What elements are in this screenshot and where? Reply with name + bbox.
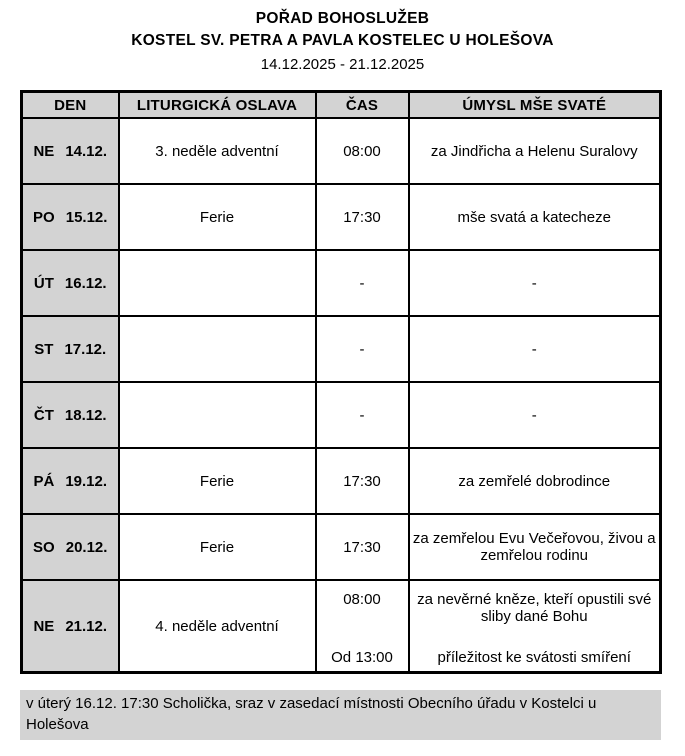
- day-abbr: PÁ: [33, 472, 55, 490]
- time-cell: -: [316, 316, 409, 382]
- celebration-cell: 3. neděle adventní: [119, 118, 316, 184]
- day-abbr: NE: [33, 617, 55, 635]
- day-cell: [22, 448, 119, 514]
- page-subtitle: KOSTEL SV. PETRA A PAVLA KOSTELEC U HOLEŠOVA: [131, 32, 554, 49]
- intention-cell: -: [409, 250, 661, 316]
- time-cell: 17:30: [316, 514, 409, 580]
- intention-cell: [409, 580, 661, 673]
- intention-entry-morning: za nevěrné kněze, kteří opustili své sliby dané Bohu: [417, 591, 652, 626]
- table-row: [22, 250, 661, 316]
- day-date: 16.12.: [64, 274, 107, 292]
- day-abbr: SO: [33, 538, 55, 556]
- column-header-umysl: ÚMYSL MŠE SVATÉ: [409, 92, 661, 119]
- schedule-table: [20, 90, 662, 674]
- day-date: 20.12.: [65, 538, 108, 556]
- day-abbr: PO: [33, 208, 55, 226]
- day-date: 17.12.: [64, 340, 107, 358]
- table-row: [22, 514, 661, 580]
- celebration-cell: [119, 382, 316, 448]
- celebration-cell: [119, 316, 316, 382]
- table-row: [22, 184, 661, 250]
- day-abbr: ČT: [33, 406, 54, 424]
- time-entry-morning: 08:00: [343, 591, 381, 609]
- celebration-cell: [119, 250, 316, 316]
- table-row: [22, 118, 661, 184]
- table-row: [22, 580, 661, 673]
- day-abbr: ÚT: [33, 274, 54, 292]
- table-row: [22, 316, 661, 382]
- day-abbr: NE: [33, 142, 55, 160]
- celebration-cell: 4. neděle adventní: [119, 580, 316, 673]
- column-header-liturgicka-oslava: LITURGICKÁ OSLAVA: [119, 92, 316, 119]
- celebration-cell: Ferie: [119, 514, 316, 580]
- time-cell: 08:00: [316, 118, 409, 184]
- page-title: POŘAD BOHOSLUŽEB: [255, 10, 430, 27]
- celebration-cell: Ferie: [119, 184, 316, 250]
- column-header-cas: ČAS: [316, 92, 409, 119]
- day-date: 19.12.: [65, 472, 108, 490]
- time-entry-afternoon: Od 13:00: [331, 649, 393, 667]
- day-cell: [22, 580, 119, 673]
- time-cell: -: [316, 250, 409, 316]
- table-row: [22, 382, 661, 448]
- day-date: 18.12.: [64, 406, 107, 424]
- celebration-cell: Ferie: [119, 448, 316, 514]
- footer-note: v úterý 16.12. 17:30 Scholička, sraz v zasedací místnosti Obecního úřadu v Kostelci u Holešova: [20, 690, 661, 740]
- time-cell: 17:30: [316, 448, 409, 514]
- time-cell: [316, 580, 409, 673]
- intention-cell: za Jindřicha a Helenu Suralovy: [409, 118, 661, 184]
- day-abbr: ST: [34, 340, 54, 358]
- time-cell: 17:30: [316, 184, 409, 250]
- column-header-den: DEN: [22, 92, 119, 119]
- table-row: [22, 448, 661, 514]
- intention-cell: za zemřelé dobrodince: [409, 448, 661, 514]
- day-cell: [22, 316, 119, 382]
- day-date: 21.12.: [65, 617, 108, 635]
- intention-cell: za zemřelou Evu Večeřovou, živou a zemřelou rodinu: [409, 514, 661, 580]
- day-cell: [22, 118, 119, 184]
- intention-cell: -: [409, 382, 661, 448]
- day-date: 15.12.: [65, 208, 108, 226]
- time-cell: -: [316, 382, 409, 448]
- intention-cell: -: [409, 316, 661, 382]
- table-header-row: [22, 92, 661, 119]
- day-cell: [22, 250, 119, 316]
- day-cell: [22, 514, 119, 580]
- date-range: 14.12.2025 - 21.12.2025: [260, 56, 425, 73]
- day-date: 14.12.: [65, 142, 108, 160]
- intention-entry-afternoon: příležitost ke svátosti smíření: [437, 649, 631, 667]
- document-header: [0, 0, 685, 75]
- intention-cell: mše svatá a katecheze: [409, 184, 661, 250]
- day-cell: [22, 184, 119, 250]
- day-cell: [22, 382, 119, 448]
